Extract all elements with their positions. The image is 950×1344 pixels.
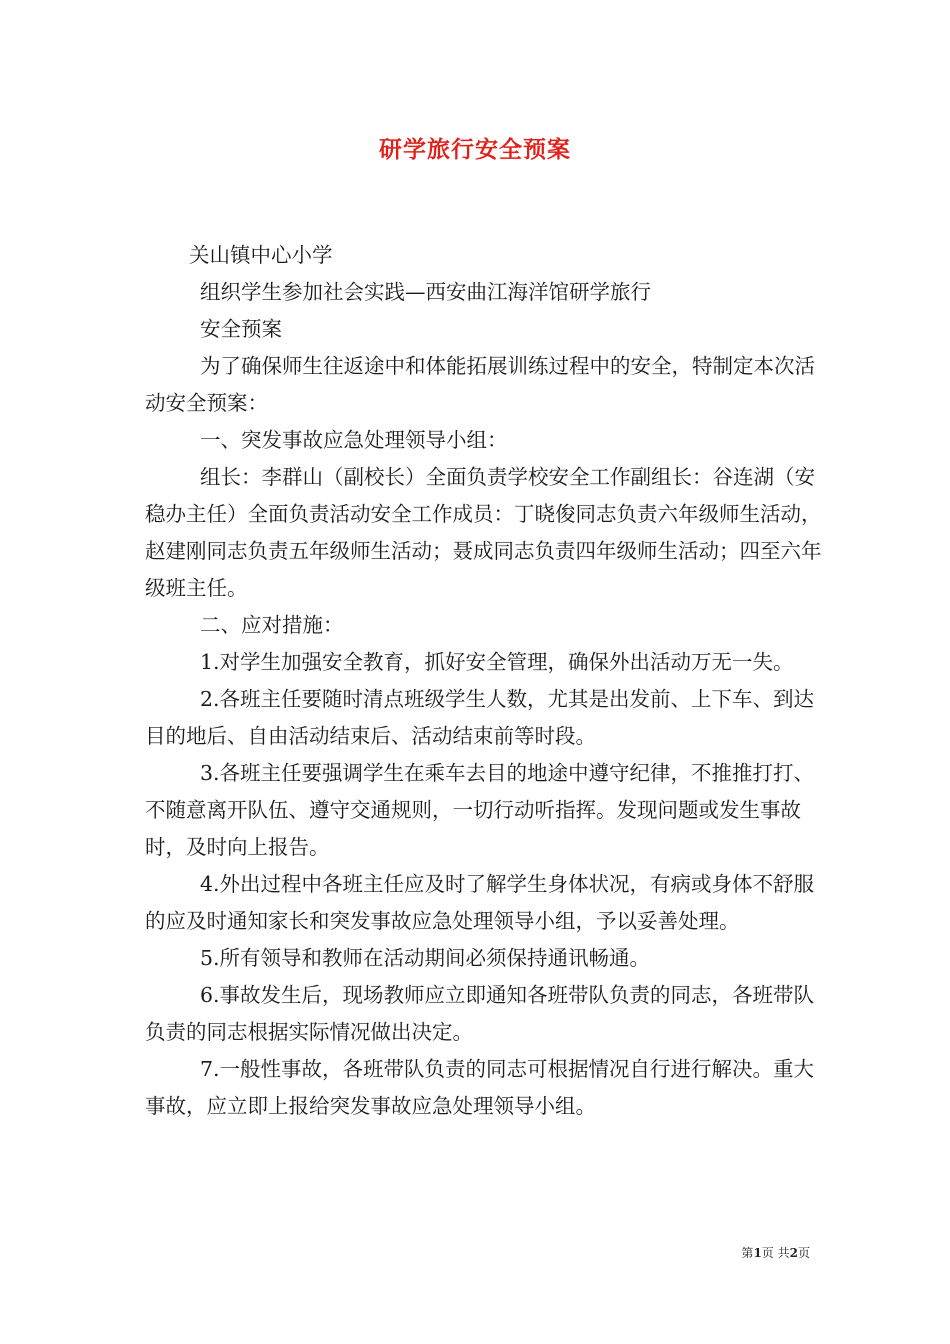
measure-item-7: 7.一般性事故，各班带队负责的同志可根据情况自行进行解决。重大事故，应立即上报给突发事故应急处理领导小组。 [145, 1057, 815, 1118]
document-title: 研学旅行安全预案 [379, 136, 571, 163]
footer-prefix: 第 [741, 1246, 754, 1260]
measure-item-1: 1.对学生加强安全教育，抓好安全管理，确保外出活动万无一失。 [200, 650, 794, 674]
school-name: 关山镇中心小学 [189, 243, 333, 267]
measure-item-2: 2.各班主任要随时清点班级学生人数，尤其是出发前、上下车、到达目的地后、自由活动结束后、活动结束前等时段。 [145, 687, 815, 748]
plan-subtitle: 安全预案 [200, 317, 282, 341]
measure-item-5: 5.所有领导和教师在活动期间必须保持通讯畅通。 [200, 946, 651, 970]
section2-heading: 二、应对措施： [200, 613, 344, 637]
activity-subtitle: 组织学生参加社会实践—西安曲江海洋馆研学旅行 [200, 280, 651, 304]
footer-suffix: 页 [797, 1246, 810, 1260]
page-number-footer [700, 1244, 810, 1262]
intro-paragraph: 为了确保师生往返途中和体能拓展训练过程中的安全，特制定本次活动安全预案： [145, 354, 815, 415]
footer-middle: 页 共 [761, 1246, 790, 1260]
footer-total-pages: 2 [789, 1246, 798, 1260]
footer-current-page: 1 [753, 1246, 762, 1260]
measure-item-4: 4.外出过程中各班主任应及时了解学生身体状况，有病或身体不舒服的应及时通知家长和突发事故应急处理领导小组，予以妥善处理。 [145, 872, 815, 933]
measure-item-6: 6.事故发生后，现场教师应立即通知各班带队负责的同志，各班带队负责的同志根据实际情况做出决定。 [145, 983, 815, 1044]
document-body [145, 237, 825, 1125]
measure-item-3: 3.各班主任要强调学生在乘车去目的地途中遵守纪律，不推推打打、不随意离开队伍、遵守交通规则，一切行动听指挥。发现问题或发生事故时，及时向上报告。 [145, 761, 815, 859]
section1-heading: 一、突发事故应急处理领导小组： [200, 428, 508, 452]
section1-paragraph: 组长：李群山（副校长）全面负责学校安全工作副组长：谷连湖（安稳办主任）全面负责活动安全工作成员：丁晓俊同志负责六年级师生活动，赵建刚同志负责五年级师生活动；聂成同志负责四年级师生活动；四至六年级班主任。 [145, 465, 822, 600]
